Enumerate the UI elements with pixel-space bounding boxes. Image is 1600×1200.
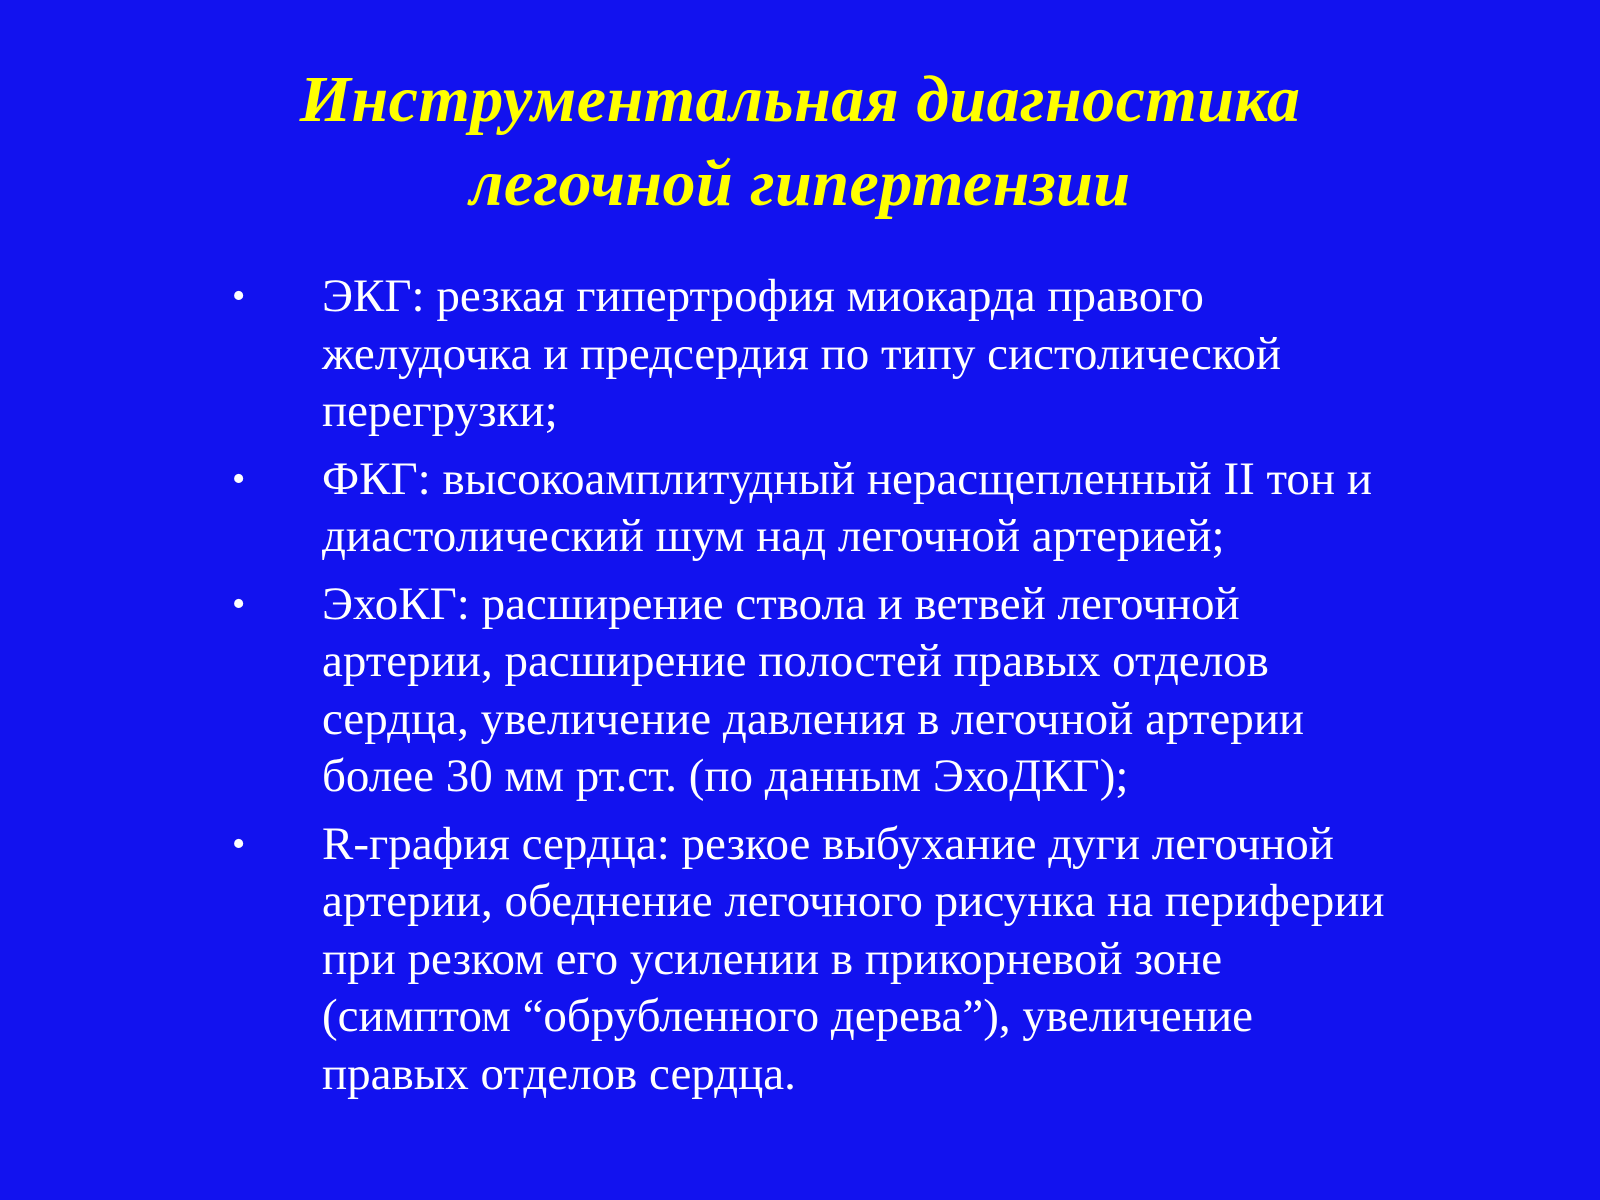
bullet-item-xray bbox=[232, 816, 1562, 1104]
bullet-text-xray: R-графия сердца: резкое выбухание дуги легочной артерии, обеднение легочного рисунка на периферии при резком его усилении в прикорневой зоне (симптом “обрубленного дерева”), увеличение правых отделов сердца. bbox=[322, 817, 1385, 1100]
bullet-list bbox=[232, 268, 1562, 1113]
bullet-dot-icon: • bbox=[232, 822, 246, 865]
bullet-text-echo: ЭхоКГ: расширение ствола и ветвей легочной артерии, расширение полостей правых отделов сердца, увеличение давления в легочной артерии более 30 мм рт.ст. (по данным ЭхоДКГ); bbox=[322, 577, 1305, 802]
bullet-text-pcg: ФКГ: высокоамплитудный нерасщепленный II тон и диастолический шум над легочной артерией; bbox=[322, 452, 1372, 562]
bullet-text-ecg: ЭКГ: резкая гипертрофия миокарда правого желудочка и предсердия по типу систолической перегрузки; bbox=[322, 270, 1282, 437]
bullet-dot-icon: • bbox=[232, 457, 246, 500]
title-line-2: легочной гипертензии bbox=[469, 147, 1131, 220]
bullet-item-pcg bbox=[232, 451, 1562, 566]
title-line-1: Инструментальная диагностика bbox=[299, 63, 1301, 136]
bullet-dot-icon: • bbox=[232, 582, 246, 625]
bullet-item-ecg bbox=[232, 268, 1562, 441]
bullet-item-echo bbox=[232, 576, 1562, 806]
bullet-dot-icon: • bbox=[232, 275, 246, 317]
slide-title bbox=[0, 58, 1600, 226]
